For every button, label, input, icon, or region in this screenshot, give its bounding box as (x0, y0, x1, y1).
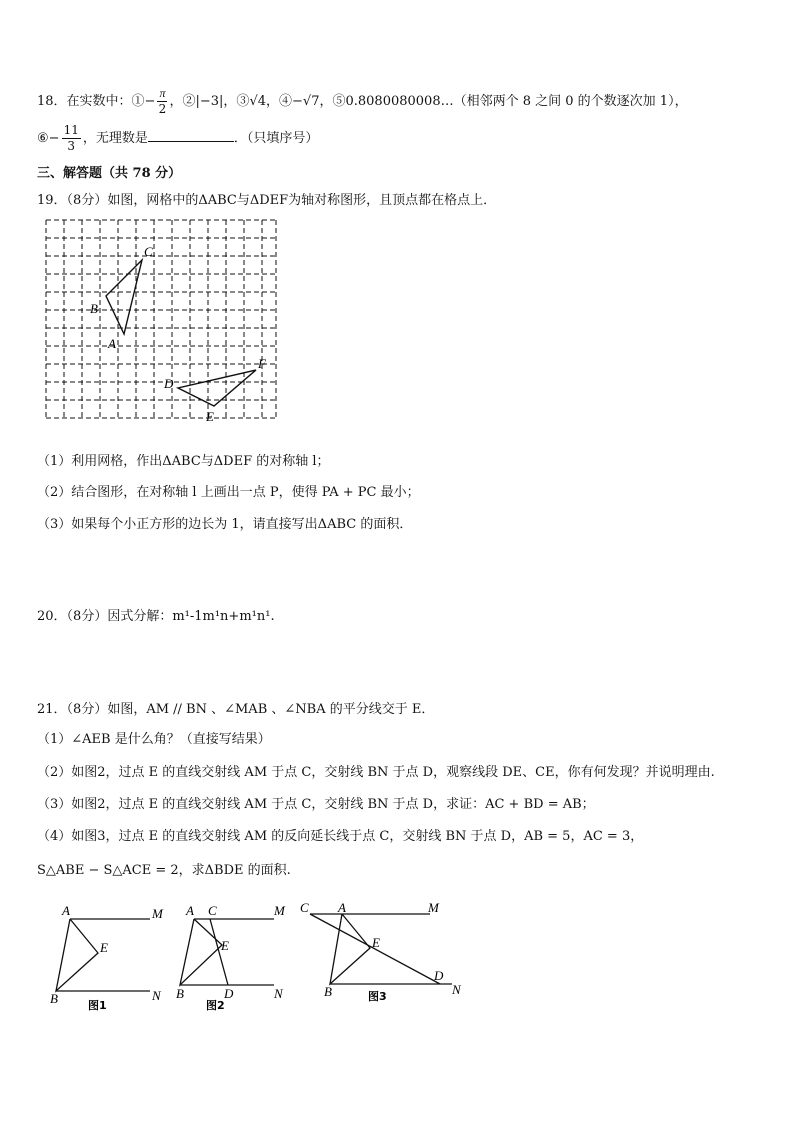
fig2-label-d: D (224, 986, 234, 1001)
q18-item5: 0.8080080008…（相邻两个 8 之间 0 的个数逐次加 1）， (345, 94, 688, 109)
q21-sub4-line2: S△ABE − S△ACE = 2，求ΔBDE 的面积. (37, 863, 291, 878)
fig3-label-b: B (324, 984, 332, 999)
q18-sep1: ，② (169, 94, 196, 109)
fig2-caption: 图2 (206, 999, 225, 1012)
fig1-label-e: E (100, 940, 108, 955)
q19-grid (46, 220, 276, 418)
q21-stem: 21．（8分）如图，AM // BN 、∠MAB 、∠NBA 的平分线交于 E． (37, 702, 435, 717)
q18-item6-fraction (62, 123, 81, 154)
q18-sep3: ，④ (266, 94, 293, 109)
point-label-f: F (258, 356, 266, 371)
q18-instruction: ．（只填序号） (233, 131, 319, 146)
q18-item1-sign: − (144, 94, 156, 109)
fig1-label-b: B (50, 991, 58, 1006)
q21-figure-3 (296, 900, 471, 1015)
fig2-label-a: A (186, 903, 194, 918)
q18-item4: −√7 (292, 94, 320, 109)
fig3-label-d: D (434, 968, 444, 983)
q18-item2: |−3| (195, 94, 224, 109)
fig3-label-n: N (452, 982, 461, 997)
q18-item6-sign: − (48, 131, 60, 146)
fig1-label-a: A (62, 903, 70, 918)
section3-title: 三、解答题（共 78 分） (37, 166, 182, 181)
q18-item1-denominator: 2 (158, 102, 167, 116)
point-label-d: D (164, 376, 174, 391)
q21-sub1: （1）∠AEB 是什么角？（直接写结果） (37, 732, 271, 747)
q21-figure-1 (48, 903, 178, 1018)
q18-prefix: 18．在实数中：① (37, 94, 145, 109)
q21-sub4: （4）如图3，过点 E 的直线交射线 AM 的反向延长线于点 C，交射线 BN 于点 D，AB = 5，AC = 3， (37, 829, 644, 844)
point-label-a: A (108, 336, 116, 351)
fig1-label-n: N (152, 988, 161, 1003)
q18-item6-denominator: 3 (67, 139, 76, 153)
triangle-abc (106, 260, 142, 334)
fig3-label-e: E (372, 935, 380, 950)
q21-sub3: （3）如图2，过点 E 的直线交射线 AM 于点 C，交射线 BN 于点 D，求证：AC + BD = AB； (37, 797, 595, 812)
q19-stem: 19．（8分）如图，网格中的ΔABC与ΔDEF为轴对称图形，且顶点都在格点上． (37, 193, 497, 208)
fig2-label-n: N (274, 986, 283, 1001)
q18-item6-marker: ⑥ (37, 131, 49, 146)
fig2-label-b: B (176, 986, 184, 1001)
point-label-b: B (90, 301, 98, 316)
fig2-label-c: C (208, 903, 217, 918)
point-label-e: E (206, 409, 214, 424)
q18-item1-fraction (157, 86, 167, 117)
q21-sub2: （2）如图2，过点 E 的直线交射线 AM 于点 C，交射线 BN 于点 D，观察线段 DE、CE，你有何发现？并说明理由. (37, 765, 715, 780)
q18-sep2: ，③ (223, 94, 250, 109)
fig1-label-m: M (152, 906, 163, 921)
q18-answer-blank[interactable] (148, 129, 234, 142)
q21-figure-2 (176, 903, 296, 1018)
q19-sub2: （2）结合图形，在对称轴 l 上画出一点 P，使得 PA + PC 最小； (37, 485, 420, 500)
fig3-label-c: C (300, 900, 309, 915)
fig1-caption: 图1 (88, 999, 107, 1012)
fig2-label-m: M (274, 903, 285, 918)
q19-grid-figure (44, 218, 284, 423)
q19-sub3: （3）如果每个小正方形的边长为 1，请直接写出ΔABC 的面积． (37, 517, 413, 532)
q18-line2 (37, 123, 318, 154)
q18-sep4: ，⑤ (319, 94, 346, 109)
fig2-label-e: E (221, 938, 229, 953)
q18-line1 (37, 86, 688, 117)
fig3-label-a: A (338, 900, 346, 915)
q18-item1-numerator: π (159, 86, 166, 100)
q18-item3: √4 (249, 94, 266, 109)
q18-item6-numerator: 11 (63, 123, 79, 137)
q19-sub1: （1）利用网格，作出ΔABC与ΔDEF 的对称轴 l； (37, 454, 330, 469)
fig3-label-m: M (428, 900, 439, 915)
q18-prompt: ，无理数是 (82, 131, 148, 146)
point-label-c: C (144, 244, 153, 259)
q20-stem: 20．（8分）因式分解：m¹-1m¹n+m¹n¹. (37, 609, 275, 624)
fig3-caption: 图3 (368, 990, 387, 1003)
